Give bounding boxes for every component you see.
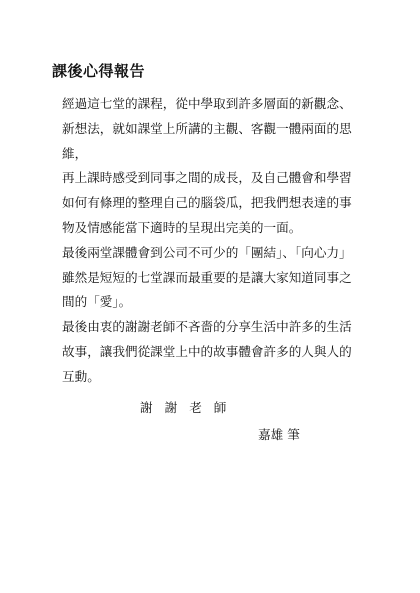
paragraph [62,241,352,315]
closing-thanks: 謝謝老師 [140,400,239,415]
document-body [62,92,352,390]
author-signature: 嘉雄 筆 [258,427,300,442]
paragraph-line: 故事，讓我們從課堂上中的故事體會許多的人與人的 [62,343,352,359]
paragraph-line: 物及情感能當下適時的呈現出完美的一面。 [62,219,302,235]
paragraph-line: 間的「愛」。 [62,294,132,310]
paragraph-line: 雖然是短短的七堂課而最重要的是讓大家知道同事之 [62,269,352,285]
paragraph-line: 如何有條理的整理自己的腦袋瓜，把我們想表達的事 [62,195,352,211]
paragraph-line: 再上課時感受到同事之間的成長，及自己體會和學習 [62,170,352,186]
paragraph-line: 最後由衷的謝謝老師不吝嗇的分享生活中許多的生活 [62,319,352,335]
paragraph-line: 最後兩堂課體會到公司不可少的「團結」、「向心力」 [62,244,352,260]
document-title: 課後心得報告 [52,62,146,80]
paragraph-line: 新想法，就如課堂上所講的主觀、客觀一體兩面的思 [62,120,352,136]
paragraph-line: 經過這七堂的課程，從中學取到許多層面的新觀念、 [62,96,352,111]
paragraph [62,166,352,240]
paragraph-line: 維， [62,145,88,161]
paragraph [62,315,352,389]
paragraph [62,92,352,166]
paragraph-line: 互動。 [62,368,100,384]
